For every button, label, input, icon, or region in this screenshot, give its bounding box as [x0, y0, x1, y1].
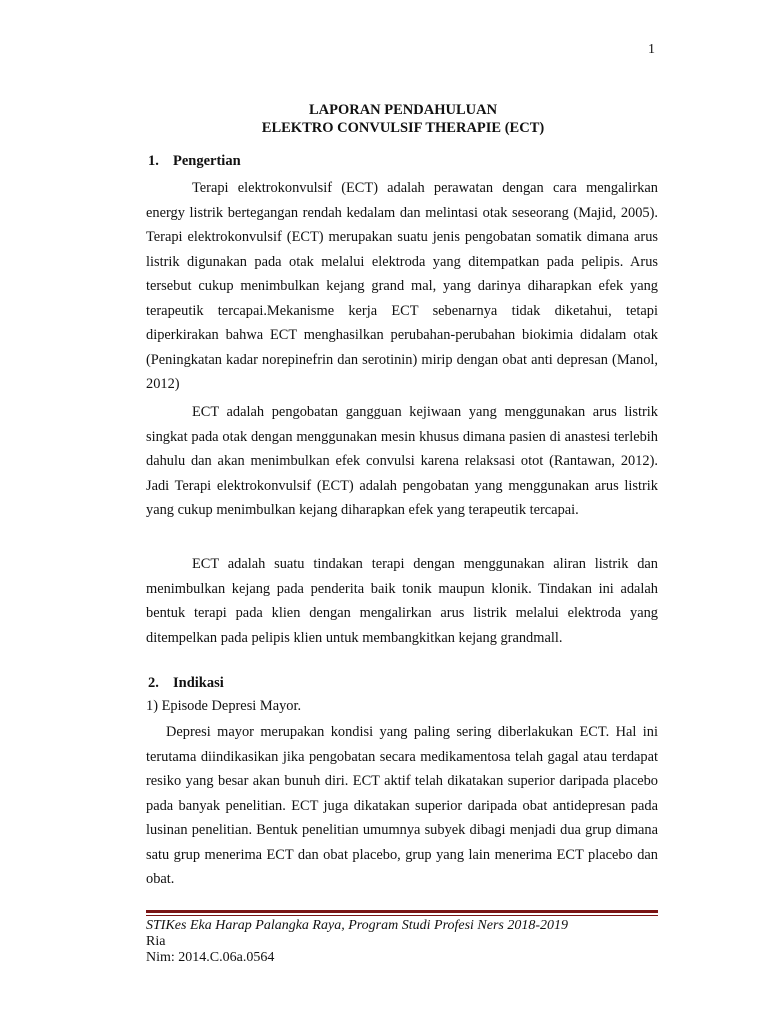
paragraph-pengertian-3: ECT adalah suatu tindakan terapi dengan menggunakan aliran listrik dan menimbulkan kejang pada penderita baik tonik maupun klonik. Tindakan ini adalah bentuk terapi pada klien dengan mengalirkan arus listrik melalui elektroda yang ditempelkan pada pelipis klien untuk membangkitkan kejang grandmall.: [146, 556, 658, 646]
section-number: 2.: [148, 675, 159, 691]
document-title: [148, 101, 658, 137]
page-footer: [146, 918, 568, 966]
footer-divider-thick: [146, 910, 658, 913]
section-heading-indikasi: [148, 675, 224, 692]
title-line-2: ELEKTRO CONVULSIF THERAPIE (ECT): [261, 120, 545, 136]
paragraph-pengertian-1: Terapi elektrokonvulsif (ECT) adalah perawatan dengan cara mengalirkan energy listrik bertegangan rendah kedalam dan melintasi otak seseorang (Majid, 2005). Terapi elektrokonvulsif (ECT) merupakan suatu jenis pengobatan somatik dimana arus listrik digunakan pada otak melalui elektroda yang ditempatkan pada pelipis. Arus tersebut cukup menimbulkan kejang grand mal, yang darinya diharapkan efek yang terapeutik tercapai.Mekanisme kerja ECT sebenarnya tidak diketahui, tetapi diperkirakan bahwa ECT menghasilkan perubahan-perubahan biokimia didalam otak (Peningkatan kadar norepinefrin dan serotinin) mirip dengan obat anti depresan (Manol, 2012): [146, 180, 658, 392]
section-title: Indikasi: [173, 675, 224, 691]
footer-institution: STIKes Eka Harap Palangka Raya, Program Studi Profesi Ners 2018-2019: [146, 918, 569, 933]
section-heading-pengertian: [148, 153, 241, 170]
paragraph-pengertian-2: ECT adalah pengobatan gangguan kejiwaan yang menggunakan arus listrik singkat pada otak dengan menggunakan mesin khusus dimana pasien di anastesi terlebih dahulu dan akan menimbulkan efek convulsi karena relaksasi otot (Rantawan, 2012). Jadi Terapi elektrokonvulsif (ECT) adalah pengobatan yang menggunakan arus listrik yang cukup menimbulkan kejang diharapkan efek yang terapeutik tercapai.: [146, 404, 658, 518]
footer-divider: [146, 910, 658, 916]
section-title: Pengertian: [173, 153, 241, 169]
page-number: 1: [648, 42, 655, 57]
section-number: 1.: [148, 153, 159, 169]
footer-divider-thin: [146, 915, 658, 916]
paragraph-indikasi-1: Depresi mayor merupakan kondisi yang paling sering diberlakukan ECT. Hal ini terutama diindikasikan jika pengobatan secara medikamentosa telah gagal atau terdapat resiko yang besar akan bunuh diri. ECT aktif telah dikatakan superior daripada placebo pada banyak penelitian. ECT juga dikatakan superior daripada obat antidepresan pada lusinan penelitian. Bentuk penelitian umumnya subyek dibagi menjadi dua grup dimana satu grup menerima ECT dan obat placebo, grup yang lain menerima ECT placebo dan obat.: [146, 724, 658, 887]
footer-name: Ria: [146, 934, 166, 949]
title-line-1: LAPORAN PENDAHULUAN: [308, 102, 498, 118]
list-item-episode-depresi: 1) Episode Depresi Mayor.: [146, 698, 302, 714]
footer-nim: Nim: 2014.C.06a.0564: [146, 950, 275, 965]
